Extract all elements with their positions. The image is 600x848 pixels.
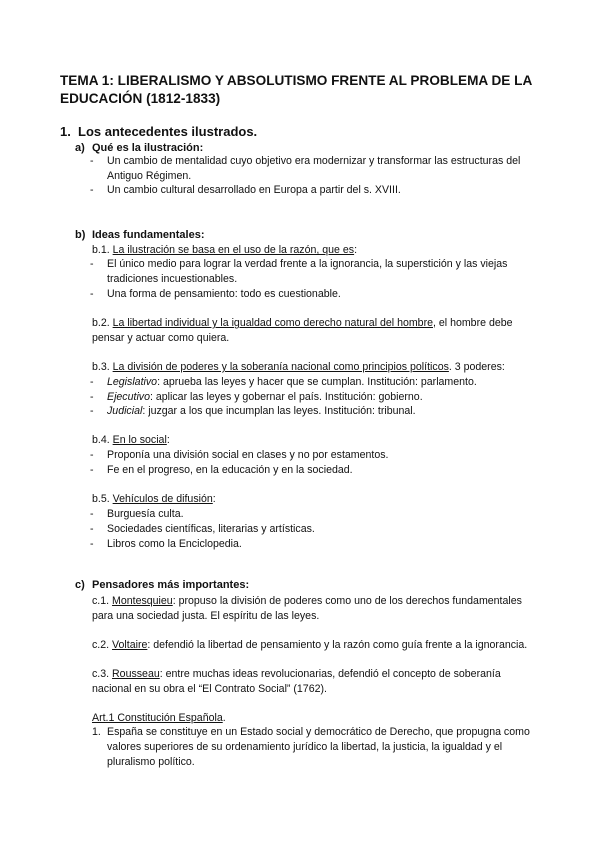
point-label: b.2. (92, 317, 110, 329)
point-underlined-text: Vehículos de difusión (112, 493, 213, 505)
list-item: Proponía una división social en clases y no por estamentos. (107, 449, 389, 461)
point-c2 (92, 639, 527, 651)
list-item (107, 391, 423, 403)
subsection-c-heading: Pensadores más importantes: (92, 579, 250, 591)
article-text-line: valores superiores de su ordenamiento jurídico la libertad, la justicia, la igualdad y el (107, 741, 503, 753)
point-b5 (92, 493, 216, 505)
bullet-dash: - (90, 508, 94, 520)
point-b2-continuation: pensar y actuar como quiera. (92, 332, 230, 344)
article-item-number: 1. (92, 726, 101, 738)
point-label: b.1. (92, 244, 110, 256)
bullet-dash: - (90, 258, 94, 270)
section-1-heading: Los antecedentes ilustrados. (78, 124, 258, 139)
bullet-dash: - (90, 391, 94, 403)
document-title-line-1: TEMA 1: LIBERALISMO Y ABSOLUTISMO FRENTE AL PROBLEMA DE LA (60, 73, 533, 88)
point-c3 (92, 668, 501, 680)
subsection-a-marker: a) (75, 142, 85, 154)
bullet-dash: - (90, 288, 94, 300)
list-item (107, 376, 477, 388)
list-item-continuation: tradiciones incuestionables. (107, 273, 238, 285)
point-label: b.4. (92, 434, 110, 446)
power-description: : aprueba las leyes y hacer que se cumplan. Institución: parlamento. (157, 376, 477, 388)
bullet-dash: - (90, 155, 94, 167)
point-b2 (92, 317, 513, 329)
power-term: Judicial (107, 405, 143, 417)
list-item: Un cambio cultural desarrollado en Europa a partir del s. XVIII. (107, 184, 401, 196)
point-text: : propuso la división de poderes como uno de los derechos fundamentales (172, 595, 522, 607)
point-text: , el hombre debe (433, 317, 513, 329)
point-b4 (92, 434, 170, 446)
point-c1 (92, 595, 522, 607)
bullet-dash: - (90, 449, 94, 461)
subsection-b-marker: b) (75, 229, 86, 241)
subsection-a-heading: Qué es la ilustración: (92, 142, 204, 154)
point-text: . 3 poderes: (448, 361, 505, 373)
list-item: El único medio para lograr la verdad frente a la ignorancia, la superstición y las viejas (107, 258, 508, 270)
subsection-b-heading: Ideas fundamentales: (92, 229, 205, 241)
bullet-dash: - (90, 184, 94, 196)
bullet-dash: - (90, 405, 94, 417)
point-b3 (92, 361, 505, 373)
power-term: Legislativo (107, 376, 158, 388)
document-title-line-2: EDUCACIÓN (1812-1833) (60, 91, 221, 106)
article-heading (92, 712, 226, 724)
point-c1-continuation: para una sociedad justa. El espíritu de las leyes. (92, 610, 320, 622)
point-label: c.1. (92, 595, 110, 607)
point-text: : (354, 244, 358, 256)
bullet-dash: - (90, 523, 94, 535)
subsection-c-marker: c) (75, 579, 85, 591)
power-description: : aplicar las leyes y gobernar el país. Institución: gobierno. (150, 391, 423, 403)
thinker-name: Voltaire (112, 639, 148, 651)
list-item-continuation: Antiguo Régimen. (107, 170, 192, 182)
bullet-dash: - (90, 376, 94, 388)
point-underlined-text: En lo social (112, 434, 167, 446)
point-label: b.3. (92, 361, 110, 373)
thinker-name: Rousseau (112, 668, 160, 680)
list-item: Burguesía culta. (107, 508, 184, 520)
point-text: : defendió la libertad de pensamiento y la razón como guía frente a la ignorancia. (147, 639, 528, 651)
list-item (107, 405, 416, 417)
list-item: Una forma de pensamiento: todo es cuestionable. (107, 288, 341, 300)
point-underlined-text: La libertad individual y la igualdad como derecho natural del hombre (112, 317, 433, 329)
list-item: Un cambio de mentalidad cuyo objetivo era modernizar y transformar las estructuras del (107, 155, 521, 167)
article-text-line: pluralismo político. (107, 756, 195, 768)
bullet-dash: - (90, 464, 94, 476)
point-text: : (166, 434, 170, 446)
article-title: Art.1 Constitución Española (92, 712, 223, 724)
point-label: c.3. (92, 668, 110, 680)
point-b1 (92, 244, 357, 256)
article-text-line: España se constituye en un Estado social y democrático de Derecho, que propugna como (107, 726, 530, 738)
point-label: c.2. (92, 639, 110, 651)
point-text: : (212, 493, 216, 505)
list-item: Fe en el progreso, en la educación y en la sociedad. (107, 464, 353, 476)
point-text: : entre muchas ideas revolucionarias, defendió el concepto de soberanía (159, 668, 501, 680)
point-c3-continuation: nacional en su obra el “El Contrato Social” (1762). (92, 683, 327, 695)
point-underlined-text: La ilustración se basa en el uso de la razón, que es (112, 244, 355, 256)
list-item: Sociedades científicas, literarias y artísticas. (107, 523, 315, 535)
power-term: Ejecutivo (107, 391, 150, 403)
point-label: b.5. (92, 493, 110, 505)
list-item: Libros como la Enciclopedia. (107, 538, 242, 550)
bullet-dash: - (90, 538, 94, 550)
power-description: : juzgar a los que incumplan las leyes. Institución: tribunal. (142, 405, 416, 417)
thinker-name: Montesquieu (112, 595, 173, 607)
article-title-punct: . (222, 712, 226, 724)
point-underlined-text: La división de poderes y la soberanía nacional como principios políticos (112, 361, 449, 373)
section-1-number: 1. (60, 124, 71, 139)
